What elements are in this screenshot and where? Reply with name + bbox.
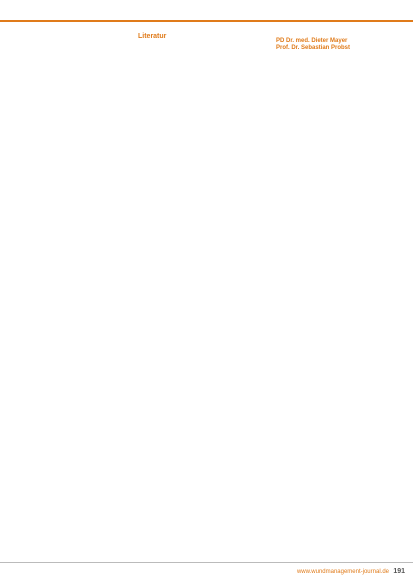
body-column-3	[276, 28, 403, 548]
author-name: PD Dr. med. Dieter Mayer	[276, 38, 348, 44]
body-column-1	[10, 28, 130, 548]
header-bar	[0, 8, 413, 22]
body-column-2	[138, 28, 268, 548]
author-info	[276, 38, 403, 52]
page-number: 191	[393, 568, 405, 575]
author-name: Prof. Dr. Sebastian Probst	[276, 45, 351, 52]
website-link[interactable]: www.wundmanagement-journal.de	[296, 569, 389, 575]
footer	[0, 562, 413, 583]
literature-heading: Literatur	[138, 33, 167, 40]
